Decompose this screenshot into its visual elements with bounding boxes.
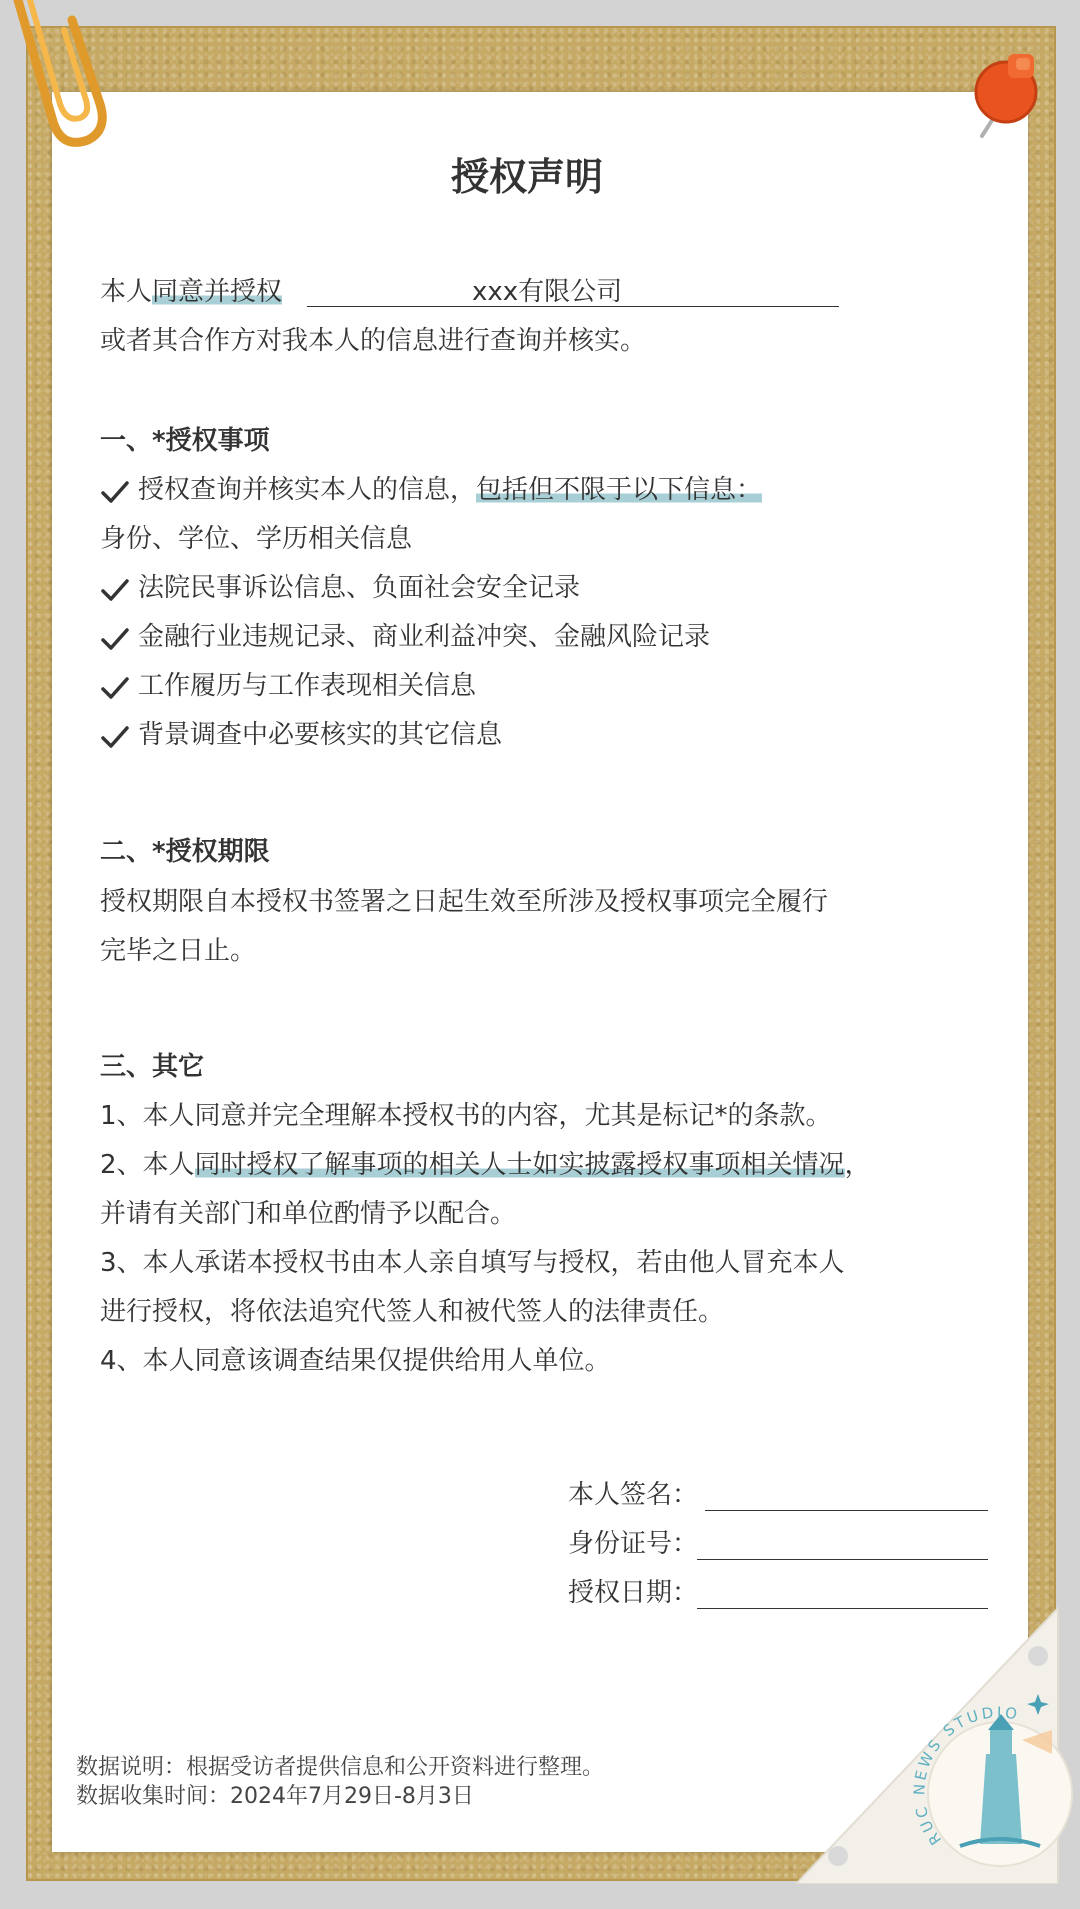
item-2: 法院民事诉讼信息、负面社会安全记录 xyxy=(138,573,581,603)
section-3-heading: 三、其它 xyxy=(100,1052,205,1082)
id-number-label: 身份证号： xyxy=(568,1529,699,1559)
data-note: 数据说明：根据受访者提供信息和公开资料进行整理。 xyxy=(76,1755,605,1780)
signature-label: 本人签名： xyxy=(568,1480,699,1510)
clause-2-highlight: 同时授权了解事项的相关人士如实披露授权事项相关情况 xyxy=(194,1150,845,1180)
item-1-continued: 身份、学位、学历相关信息 xyxy=(100,524,413,554)
item-1-highlight: 包括但不限于以下信息： xyxy=(476,475,763,505)
id-number-line[interactable] xyxy=(697,1559,988,1560)
intro-grant: 同意并授权 xyxy=(152,277,283,307)
clause-3-line-1: 3、本人承诺本授权书由本人亲自填写与授权，若由他人冒充本人 xyxy=(100,1248,845,1278)
data-collection-time: 数据收集时间：2024年7月29日-8月3日 xyxy=(76,1784,474,1809)
section-2-line-2: 完毕之日止。 xyxy=(100,936,257,966)
item-4: 工作履历与工作表现相关信息 xyxy=(138,671,477,701)
check-icon xyxy=(100,478,130,506)
clause-2-prefix: 2、本人 xyxy=(100,1150,195,1180)
check-icon xyxy=(100,723,130,751)
clause-4: 4、本人同意该调查结果仅提供给用人单位。 xyxy=(100,1346,611,1376)
clause-1: 1、本人同意并完全理解本授权书的内容，尤其是标记*的条款。 xyxy=(100,1101,832,1131)
logo-text: RUC NEWS STUDIO xyxy=(910,1703,1022,1849)
company-name: xxx有限公司 xyxy=(472,277,623,307)
date-line[interactable] xyxy=(697,1608,988,1609)
check-icon xyxy=(100,576,130,604)
item-3: 金融行业违规记录、商业利益冲突、金融风险记录 xyxy=(138,622,711,652)
section-1-heading: 一、*授权事项 xyxy=(100,426,270,456)
page-title: 授权声明 xyxy=(450,155,603,199)
intro-line-1 xyxy=(100,275,282,309)
item-1 xyxy=(138,473,762,507)
intro-prefix: 本人 xyxy=(100,277,153,307)
clause-2 xyxy=(100,1148,871,1182)
clause-2-comma: ， xyxy=(844,1150,871,1180)
check-icon xyxy=(100,674,130,702)
check-icon xyxy=(100,625,130,653)
signature-line[interactable] xyxy=(705,1510,988,1511)
item-5: 背景调查中必要核实的其它信息 xyxy=(138,720,503,750)
item-1-text: 授权查询并核实本人的信息， xyxy=(138,475,477,505)
intro-line-2: 或者其合作方对我本人的信息进行查询并核实。 xyxy=(100,326,647,356)
section-2-line-1: 授权期限自本授权书签署之日起生效至所涉及授权事项完全履行 xyxy=(100,887,829,917)
clause-3-line-2: 进行授权，将依法追究代签人和被代签人的法律责任。 xyxy=(100,1297,725,1327)
date-label: 授权日期： xyxy=(568,1578,699,1608)
clause-2-line-2: 并请有关部门和单位酌情予以配合。 xyxy=(100,1199,517,1229)
section-2-heading: 二、*授权期限 xyxy=(100,837,270,867)
